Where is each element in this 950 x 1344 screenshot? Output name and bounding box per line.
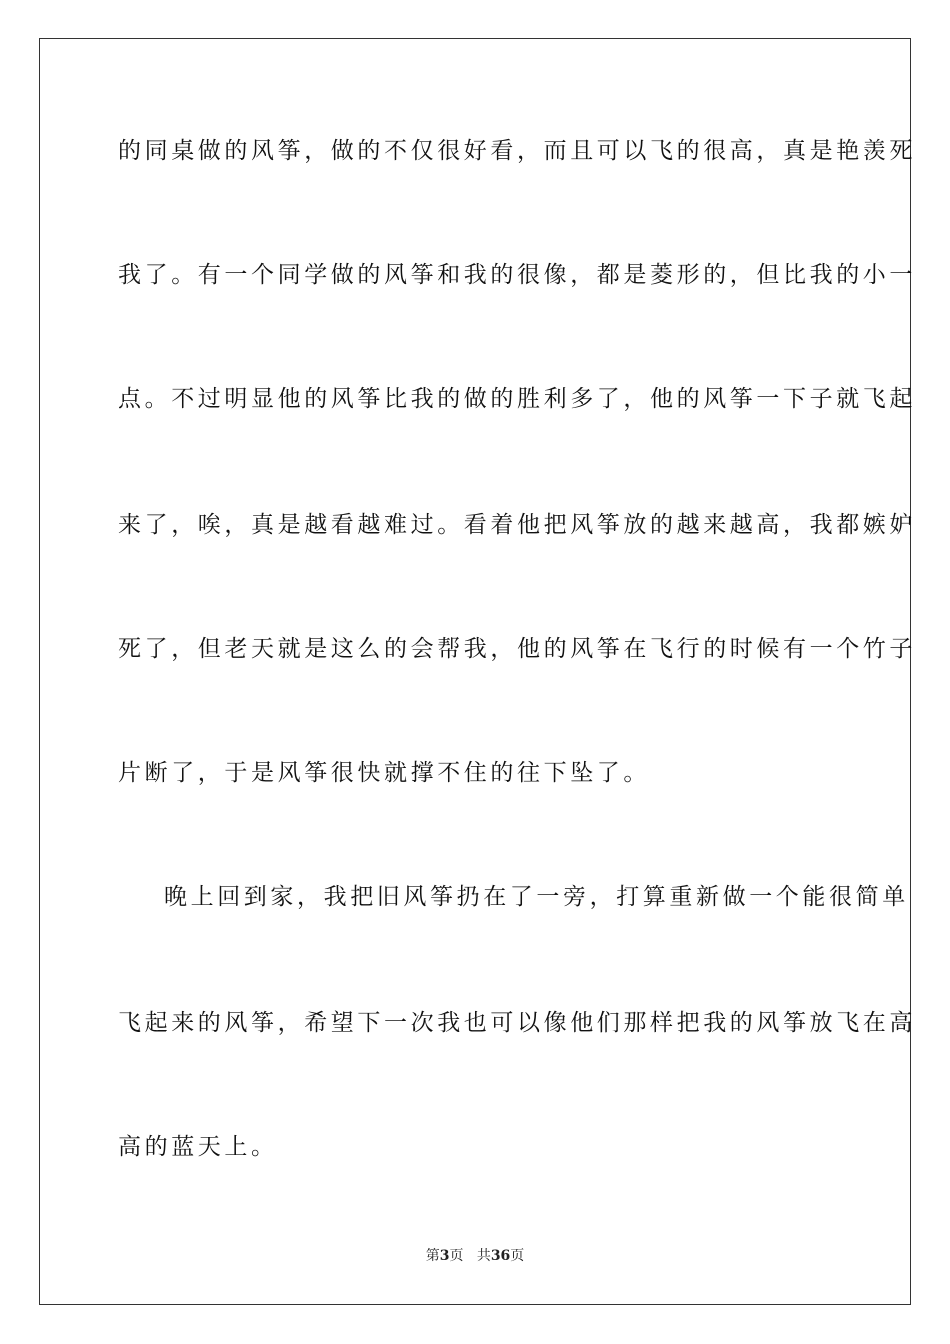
text-line-2: 我了。有一个同学做的风筝和我的很像，都是菱形的，但比我的小一 [118,262,916,288]
text-line-6: 片断了，于是风筝很快就撑不住的往下坠了。 [118,760,650,786]
text-line-4: 来了，唉，真是越看越难过。看着他把风筝放的越来越高，我都嫉妒 [118,512,916,538]
page-border [39,38,916,1305]
page-label-suffix: 页 [449,1248,464,1264]
page-label-prefix: 第 [425,1248,440,1264]
text-line-9: 高的蓝天上。 [118,1134,278,1160]
text-line-8: 飞起来的风筝，希望下一次我也可以像他们那样把我的风筝放飞在高 [118,1010,916,1036]
text-line-5: 死了，但老天就是这么的会帮我，他的风筝在飞行的时候有一个竹子 [118,636,916,662]
text-line-1: 的同桌做的风筝，做的不仅很好看，而且可以飞的很高，真是艳羡死 [118,138,916,164]
total-label-suffix: 页 [510,1248,525,1264]
text-line-3: 点。不过明显他的风筝比我的做的胜利多了，他的风筝一下子就飞起 [118,386,916,412]
text-line-7: 晚上回到家，我把旧风筝扔在了一旁，打算重新做一个能很简单 [164,884,909,910]
total-pages: 36 [490,1248,511,1264]
page-number: 3 [439,1248,450,1264]
total-label-prefix: 共 [476,1248,491,1264]
page-footer [0,1247,950,1265]
